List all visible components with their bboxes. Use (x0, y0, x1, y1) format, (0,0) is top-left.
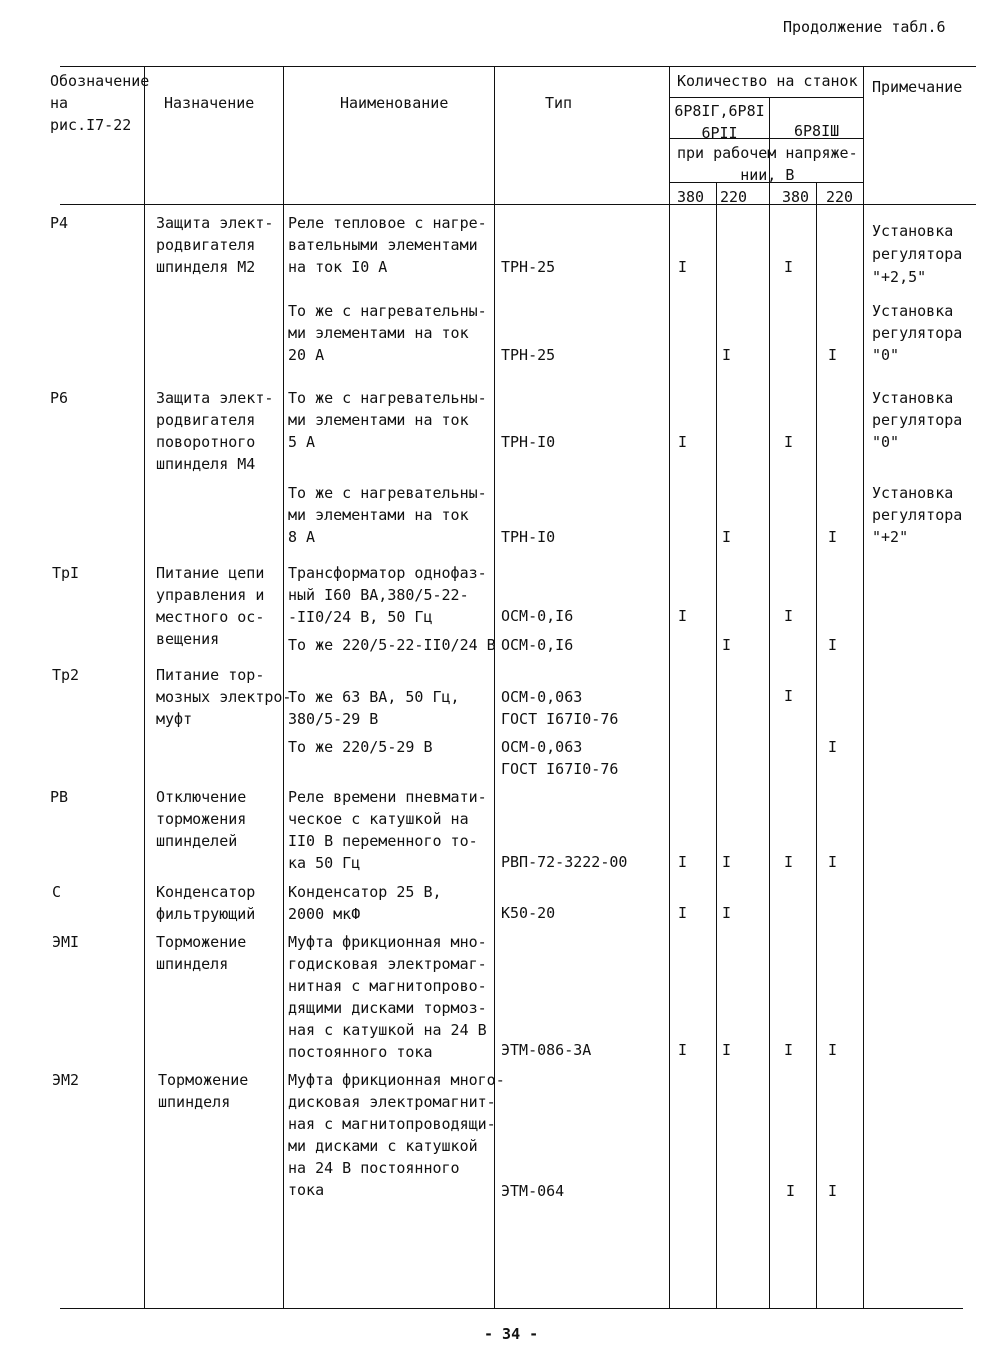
header-quantity: Количество на станок (677, 72, 858, 90)
name-cell: Реле времени пневмати- ческое с катушкой на II0 В переменного то- ка 50 Гц (288, 788, 487, 872)
header-type: Тип (545, 94, 573, 112)
name-cell: То же 220/5-29 В (288, 738, 433, 756)
qty-cell: I (828, 1041, 838, 1059)
type-cell: РВП-72-3222-00 (501, 853, 628, 871)
purpose-cell: Отключение торможения шпинделей (156, 788, 247, 850)
designation-cell: Р4 (50, 214, 69, 232)
qty-cell: I (828, 528, 838, 546)
name-cell: Конденсатор 25 В, 2000 мкФ (288, 883, 442, 923)
purpose-cell: Торможение шпинделя (158, 1071, 249, 1111)
qty-cell: I (722, 346, 732, 364)
type-cell: ТРН-I0 (501, 528, 556, 546)
type-cell: ОСМ-0,I6 (501, 607, 574, 625)
qty-cell: I (784, 258, 794, 276)
header-purpose: Назначение (164, 94, 255, 112)
type-cell: ЭТМ-086-3А (501, 1041, 592, 1059)
qty-cell: I (828, 636, 838, 654)
table-bottom-rule (60, 1308, 963, 1309)
designation-cell: ЭМI (52, 933, 80, 951)
qty-cell: I (722, 853, 732, 871)
page-number: - 34 - (484, 1325, 539, 1343)
purpose-cell: Защита элект- родвигателя шпинделя М2 (156, 214, 274, 276)
name-cell: Трансформатор однофаз- ный I60 ВА,380/5-22- -II0/24 В, 50 Гц (288, 564, 487, 626)
qty-cell: I (784, 1041, 794, 1059)
qty-cell: I (784, 607, 794, 625)
purpose-cell: Питание цепи управления и местного ос- вещения (156, 564, 265, 648)
header-subrule (669, 97, 863, 98)
designation-cell: ЭМ2 (52, 1071, 80, 1089)
type-cell: К50-20 (501, 904, 556, 922)
note-cell: Установка регулятора "+2" (872, 484, 963, 546)
type-cell: ОСМ-0,063 ГОСТ I67I0-76 (501, 688, 619, 728)
col-divider (863, 66, 864, 1309)
qty-cell: I (784, 853, 794, 871)
qty-cell: I (678, 258, 688, 276)
note-cell: Установка регулятора "0" (872, 389, 963, 451)
name-cell: То же с нагревательны- ми элементами на ток 8 А (288, 484, 487, 546)
designation-cell: ТрI (52, 564, 80, 582)
name-cell: Муфта фрикционная много- дисковая электромагнит- ная с магнитопроводящи- ми дисками с катушкой на 24 В постоянного тока (288, 1071, 505, 1199)
qty-cell: I (786, 1182, 796, 1200)
type-cell: ТРН-I0 (501, 433, 556, 451)
header-models-b: 6Р8IШ (794, 122, 840, 140)
purpose-cell: Защита элект- родвигателя поворотного шпинделя М4 (156, 389, 274, 473)
col-divider (144, 66, 145, 1309)
qty-cell: I (828, 346, 838, 364)
purpose-cell: Торможение шпинделя (156, 933, 247, 973)
qty-cell: I (678, 607, 688, 625)
purpose-cell: Питание тор- мозных электро- муфт (156, 666, 292, 728)
qty-cell: I (828, 853, 838, 871)
name-cell: Муфта фрикционная мно- годисковая электромаг- нитная с магнитопрово- дящими дисками тормоз- ная с катушкой на 24 В постоянного тока (288, 933, 487, 1061)
qty-cell: I (828, 1182, 838, 1200)
header-note: Примечание (872, 78, 963, 96)
col-divider (816, 182, 817, 1309)
name-cell: Реле тепловое с нагре- вательными элементами на ток I0 А (288, 214, 487, 276)
qty-cell: I (678, 1041, 688, 1059)
name-cell: То же 220/5-22-II0/24 В (288, 636, 496, 654)
name-cell: То же с нагревательны- ми элементами на ток 20 А (288, 302, 487, 364)
header-voltage: при рабочем напряже- нии, В (677, 144, 858, 184)
col-divider (769, 98, 770, 1309)
table-top-rule (60, 66, 976, 67)
qty-cell: I (722, 636, 732, 654)
qty-cell: I (828, 738, 838, 756)
name-cell: То же 63 ВА, 50 Гц, 380/5-29 В (288, 688, 460, 728)
header-designation: Обозначение на рис.I7-22 (50, 72, 150, 134)
qty-cell: I (784, 433, 794, 451)
type-cell: ОСМ-0,063 ГОСТ I67I0-76 (501, 738, 619, 778)
header-voltage-220: 220 (720, 188, 748, 206)
designation-cell: Тр2 (52, 666, 80, 684)
header-models-a: 6Р8IГ,6Р8I 6РII (674, 102, 765, 142)
type-cell: ОСМ-0,I6 (501, 636, 574, 654)
purpose-cell: Конденсатор фильтрующий (156, 883, 256, 923)
type-cell: ЭТМ-064 (501, 1182, 565, 1200)
qty-cell: I (784, 687, 794, 705)
type-cell: ТРН-25 (501, 258, 556, 276)
qty-cell: I (678, 904, 688, 922)
name-cell: То же с нагревательны- ми элементами на ток 5 А (288, 389, 487, 451)
header-voltage-380: 380 (677, 188, 705, 206)
qty-cell: I (722, 1041, 732, 1059)
qty-cell: I (678, 433, 688, 451)
header-voltage-220: 220 (826, 188, 854, 206)
note-cell: Установка регулятора "0" (872, 302, 963, 364)
designation-cell: Р6 (50, 389, 69, 407)
col-divider (716, 182, 717, 1309)
qty-cell: I (722, 528, 732, 546)
note-cell: Установка регулятора "+2,5" (872, 222, 963, 286)
continuation-caption: Продолжение табл.6 (783, 18, 946, 36)
header-voltage-380: 380 (782, 188, 810, 206)
qty-cell: I (678, 853, 688, 871)
col-divider (669, 66, 670, 1309)
designation-cell: С (52, 883, 62, 901)
designation-cell: РВ (50, 788, 69, 806)
header-name: Наименование (340, 94, 449, 112)
qty-cell: I (722, 904, 732, 922)
type-cell: ТРН-25 (501, 346, 556, 364)
